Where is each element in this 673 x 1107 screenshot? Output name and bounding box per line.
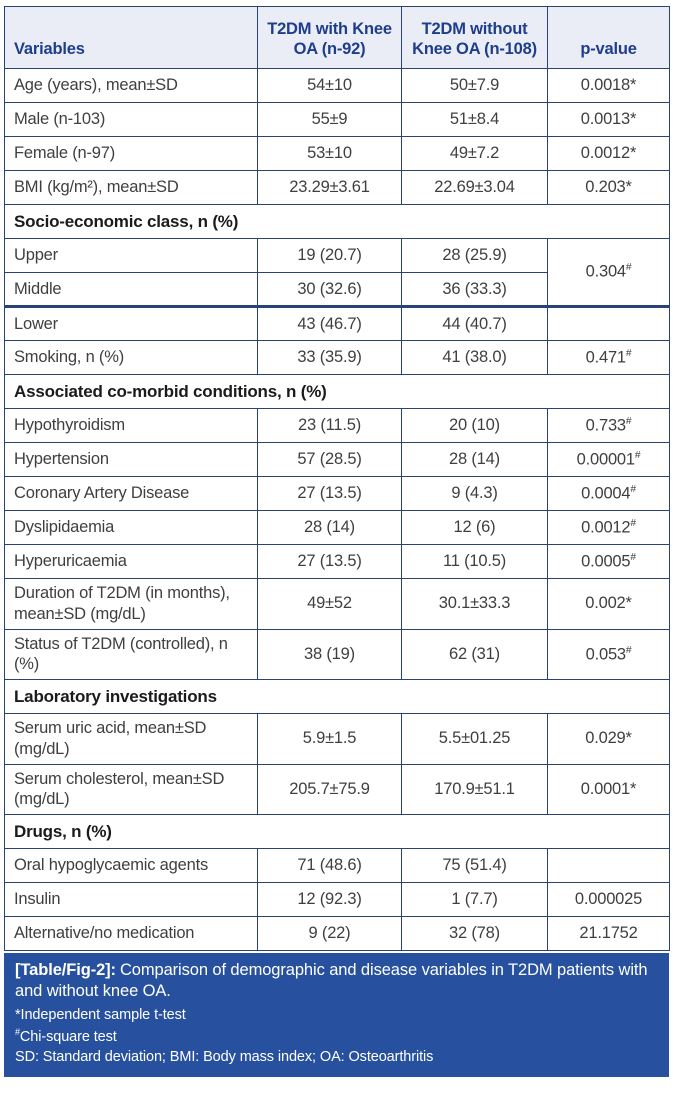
table-row (5, 883, 670, 917)
cell-without-knee-oa: 11 (10.5) (402, 545, 548, 579)
table-row (5, 137, 670, 171)
table-row (5, 103, 670, 137)
p-value-marker: # (634, 449, 641, 461)
cell-variable: Hypertension (5, 443, 258, 477)
cell-without-knee-oa: 36 (33.3) (402, 273, 548, 307)
cell-with-knee-oa: 55±9 (258, 103, 402, 137)
cell-variable: Dyslipidaemia (5, 511, 258, 545)
table-row (5, 69, 670, 103)
p-value-marker: # (630, 517, 636, 529)
cell-with-knee-oa: 9 (22) (258, 917, 402, 951)
cell-p-value (548, 849, 670, 883)
cell-p-value: 0.0004# (548, 477, 670, 511)
cell-with-knee-oa: 54±10 (258, 69, 402, 103)
section-header: Drugs, n (%) (5, 815, 670, 849)
table-row (5, 307, 670, 341)
cell-p-value: 0.0013* (548, 103, 670, 137)
cell-p-value: 21.1752 (548, 917, 670, 951)
section-header: Laboratory investigations (5, 680, 670, 714)
cell-with-knee-oa: 28 (14) (258, 511, 402, 545)
cell-variable: Status of T2DM (controlled), n (%) (5, 629, 258, 680)
cell-variable: Lower (5, 307, 258, 341)
cell-with-knee-oa: 53±10 (258, 137, 402, 171)
table-row (5, 764, 670, 815)
table-caption-text: Comparison of demographic and disease variables in T2DM patients with and without knee OA. (15, 961, 648, 1001)
section-header: Socio-economic class, n (%) (5, 205, 670, 239)
cell-without-knee-oa: 5.5±01.25 (402, 714, 548, 765)
table-row (5, 579, 670, 630)
cell-with-knee-oa: 30 (32.6) (258, 273, 402, 307)
cell-variable: Hypothyroidism (5, 409, 258, 443)
cell-variable: Male (n-103) (5, 103, 258, 137)
cell-with-knee-oa: 5.9±1.5 (258, 714, 402, 765)
cell-p-value: 0.002* (548, 579, 670, 630)
cell-p-value: 0.053# (548, 629, 670, 680)
cell-with-knee-oa: 71 (48.6) (258, 849, 402, 883)
footnote-abbreviations: SD: Standard deviation; BMI: Body mass index; OA: Osteoarthritis (15, 1049, 434, 1066)
cell-variable: Coronary Artery Disease (5, 477, 258, 511)
cell-p-value: 0.0005# (548, 545, 670, 579)
cell-without-knee-oa: 22.69±3.04 (402, 171, 548, 205)
table-header (5, 7, 670, 69)
p-value-marker: # (625, 262, 632, 274)
table-row (5, 171, 670, 205)
table-header-row (5, 7, 670, 69)
table-caption-label: [Table/Fig-2]: (15, 961, 116, 980)
cell-without-knee-oa: 50±7.9 (402, 69, 548, 103)
footnote-chi-square-marker: # (15, 1027, 20, 1038)
cell-without-knee-oa: 28 (25.9) (402, 239, 548, 273)
p-value-marker: # (630, 551, 636, 563)
cell-variable: Oral hypoglycaemic agents (5, 849, 258, 883)
cell-with-knee-oa: 27 (13.5) (258, 545, 402, 579)
table-row (5, 917, 670, 951)
cell-p-value: 0.000025 (548, 883, 670, 917)
footnote-chi-square (15, 1026, 657, 1047)
cell-without-knee-oa: 49±7.2 (402, 137, 548, 171)
cell-without-knee-oa: 62 (31) (402, 629, 548, 680)
cell-with-knee-oa: 12 (92.3) (258, 883, 402, 917)
cell-p-value: 0.0012* (548, 137, 670, 171)
cell-without-knee-oa: 30.1±33.3 (402, 579, 548, 630)
cell-p-value: 0.304# (548, 239, 670, 307)
cell-with-knee-oa: 19 (20.7) (258, 239, 402, 273)
cell-without-knee-oa: 32 (78) (402, 917, 548, 951)
cell-p-value: 0.471# (548, 341, 670, 375)
col-header-t2dm-with-knee-oa: T2DM with Knee OA (n-92) (258, 7, 402, 69)
cell-p-value (548, 307, 670, 341)
p-value-marker: # (630, 483, 636, 495)
col-header-t2dm-without-knee-oa: T2DM without Knee OA (n-108) (402, 7, 548, 69)
cell-variable: Insulin (5, 883, 258, 917)
cell-without-knee-oa: 170.9±51.1 (402, 764, 548, 815)
cell-with-knee-oa: 38 (19) (258, 629, 402, 680)
footnote-chi-square-text: Chi-square test (19, 1028, 117, 1045)
col-header-variables: Variables (5, 7, 258, 69)
table-row (5, 239, 670, 273)
section-header: Associated co-morbid conditions, n (%) (5, 375, 670, 409)
cell-without-knee-oa: 41 (38.0) (402, 341, 548, 375)
cell-variable: Age (years), mean±SD (5, 69, 258, 103)
cell-without-knee-oa: 12 (6) (402, 511, 548, 545)
cell-p-value: 0.0012# (548, 511, 670, 545)
cell-variable: Serum uric acid, mean±SD (mg/dL) (5, 714, 258, 765)
table-row (5, 477, 670, 511)
section-row (5, 680, 670, 714)
p-value-marker: # (625, 347, 632, 359)
cell-without-knee-oa: 20 (10) (402, 409, 548, 443)
cell-with-knee-oa: 27 (13.5) (258, 477, 402, 511)
cell-p-value: 0.0018* (548, 69, 670, 103)
table-row (5, 341, 670, 375)
cell-without-knee-oa: 9 (4.3) (402, 477, 548, 511)
cell-without-knee-oa: 75 (51.4) (402, 849, 548, 883)
cell-variable: Serum cholesterol, mean±SD (mg/dL) (5, 764, 258, 815)
table-caption (15, 960, 657, 1002)
table-row (5, 511, 670, 545)
cell-variable: Alternative/no medication (5, 917, 258, 951)
cell-p-value: 0.733# (548, 409, 670, 443)
comparison-table (4, 6, 670, 951)
section-row (5, 205, 670, 239)
cell-variable: Duration of T2DM (in months), mean±SD (mg/dL) (5, 579, 258, 630)
table-row (5, 629, 670, 680)
cell-with-knee-oa: 49±52 (258, 579, 402, 630)
cell-without-knee-oa: 51±8.4 (402, 103, 548, 137)
section-row (5, 375, 670, 409)
cell-with-knee-oa: 205.7±75.9 (258, 764, 402, 815)
table-row (5, 443, 670, 477)
cell-with-knee-oa: 43 (46.7) (258, 307, 402, 341)
table-row (5, 849, 670, 883)
cell-variable: Hyperuricaemia (5, 545, 258, 579)
cell-variable: Middle (5, 273, 258, 307)
cell-variable: Female (n-97) (5, 137, 258, 171)
cell-with-knee-oa: 33 (35.9) (258, 341, 402, 375)
cell-p-value: 0.029* (548, 714, 670, 765)
table-body (5, 69, 670, 951)
table-caption-block (4, 953, 669, 1077)
cell-without-knee-oa: 28 (14) (402, 443, 548, 477)
p-value-marker: # (625, 415, 632, 427)
cell-variable: BMI (kg/m²), mean±SD (5, 171, 258, 205)
cell-p-value: 0.203* (548, 171, 670, 205)
col-header-p-value: p-value (548, 7, 670, 69)
table-row (5, 714, 670, 765)
cell-p-value: 0.00001# (548, 443, 670, 477)
cell-with-knee-oa: 57 (28.5) (258, 443, 402, 477)
cell-without-knee-oa: 1 (7.7) (402, 883, 548, 917)
cell-variable: Smoking, n (%) (5, 341, 258, 375)
p-value-marker: # (625, 644, 632, 656)
table-row (5, 545, 670, 579)
cell-with-knee-oa: 23.29±3.61 (258, 171, 402, 205)
cell-p-value: 0.0001* (548, 764, 670, 815)
section-row (5, 815, 670, 849)
cell-with-knee-oa: 23 (11.5) (258, 409, 402, 443)
footnote-ttest: *Independent sample t-test (15, 1007, 186, 1024)
cell-without-knee-oa: 44 (40.7) (402, 307, 548, 341)
cell-variable: Upper (5, 239, 258, 273)
table-row (5, 409, 670, 443)
